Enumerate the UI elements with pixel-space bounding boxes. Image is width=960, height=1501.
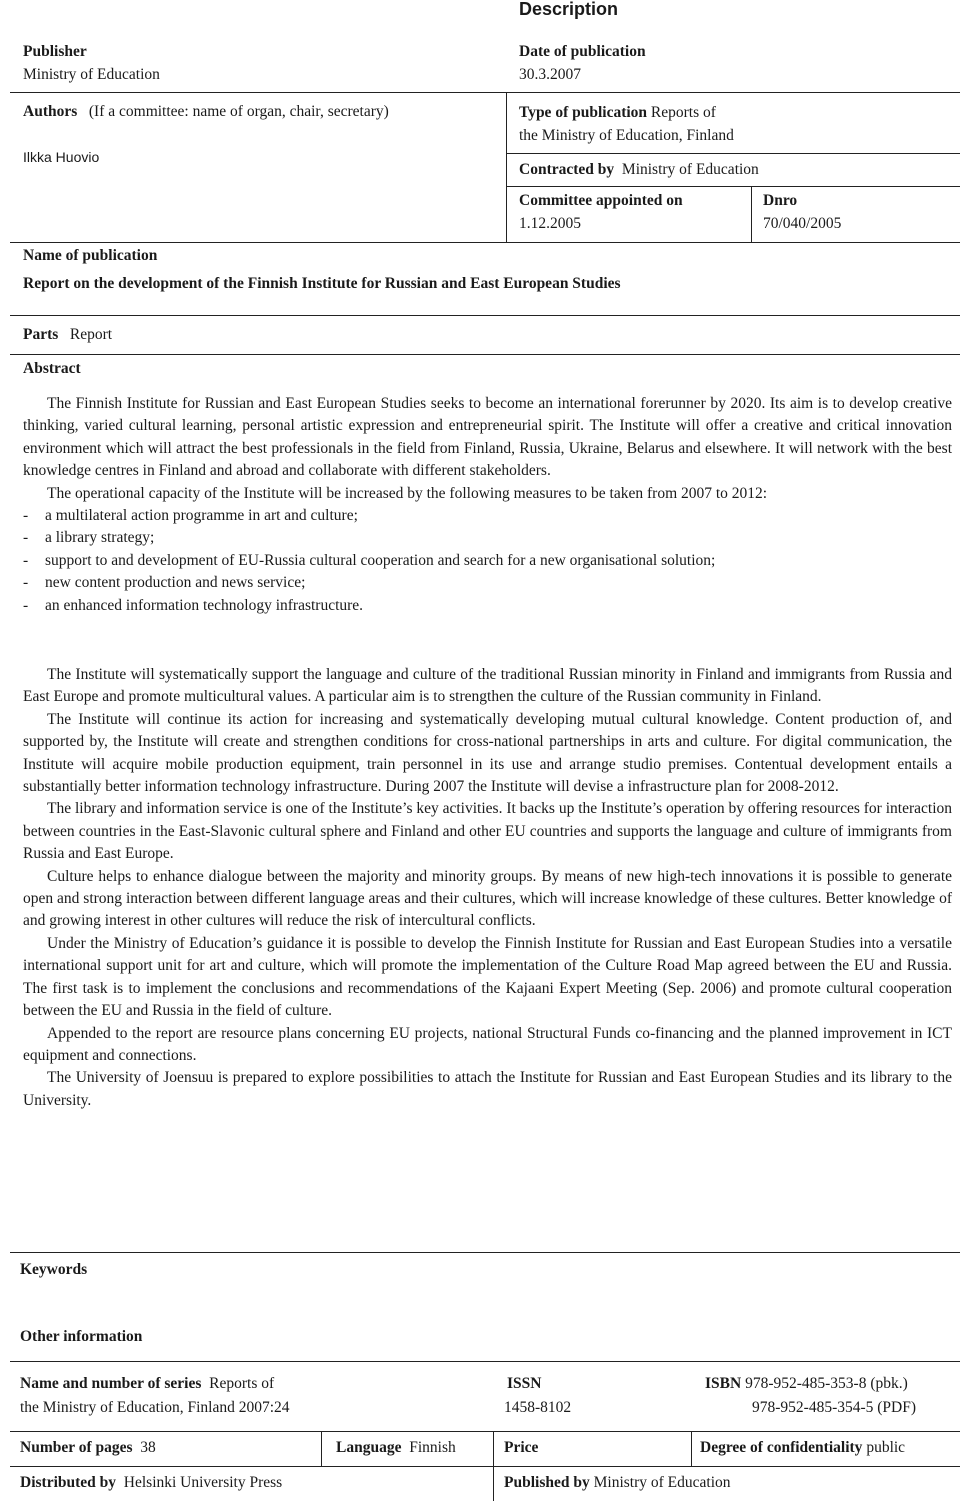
series-line1: Reports of: [209, 1375, 275, 1392]
abstract-paragraph: Under the Ministry of Education’s guidance it is possible to develop the Finnish Institute for Russian and East European Studies into a versatile international support unit for art and culture, which will promote the implementation of the Culture Road Map agreed between the EU and Russia. The first task is to implement the conclusions and recommendations of the Kajaani Expert Meeting (Sep. 2006) and promote cultural cooperation between the EU and Russia in the field of culture.: [23, 934, 952, 1020]
page-title: Description: [519, 0, 619, 19]
authors-label: Authors: [23, 103, 78, 120]
abstract-paragraph: The library and information service is one of the Institute’s key activities. It backs up the Institute’s operation by offering resources for interaction between countries in the East-Slavonic cultural sphere and Finland and other EU countries and supports the language and culture of immigrants from Russia and East Europe.: [23, 800, 952, 863]
number-of-pages: [20, 1439, 156, 1457]
authors-note: (If a committee: name of organ, chair, secretary): [88, 103, 389, 120]
divider: [10, 315, 960, 316]
divider: [321, 1431, 322, 1466]
language-value: Finnish: [409, 1439, 456, 1456]
divider: [691, 1431, 692, 1466]
pages-value: 38: [140, 1439, 156, 1456]
published-label: Published by: [504, 1474, 590, 1491]
abstract-paragraph: The operational capacity of the Institute will be increased by the following measures to be taken from 2007 to 2012:: [47, 484, 768, 502]
divider: [10, 242, 960, 243]
series-label: Name and number of series: [20, 1375, 202, 1392]
dnro-value: 70/040/2005: [763, 215, 842, 232]
committee-label: Committee appointed on: [519, 192, 683, 209]
divider: [751, 186, 752, 242]
date-label: Date of publication: [519, 43, 646, 60]
type-of-publication: [519, 104, 716, 122]
language: [336, 1439, 456, 1457]
published-by: [504, 1474, 731, 1492]
abstract-body-continued: [23, 664, 952, 1112]
issn-value: 1458-8102: [504, 1399, 572, 1416]
contracted-by: [519, 161, 759, 179]
issn-label: ISSN: [507, 1375, 542, 1392]
divider: [10, 92, 960, 93]
type-label: Type of publication: [519, 104, 648, 121]
distributed-label: Distributed by: [20, 1474, 117, 1491]
dnro-label: Dnro: [763, 192, 798, 209]
parts: [23, 326, 112, 344]
isbn-label: ISBN: [705, 1375, 742, 1392]
publication-name-label: Name of publication: [23, 247, 158, 264]
keywords-label: Keywords: [20, 1261, 88, 1278]
abstract-paragraph: The University of Joensuu is prepared to explore possibilities to attach the Institute for Russian and East European Studies and its library to the University.: [23, 1069, 952, 1109]
contracted-value: Ministry of Education: [621, 161, 759, 178]
published-value: Ministry of Education: [593, 1474, 731, 1491]
parts-value: Report: [69, 326, 113, 343]
divider: [10, 1431, 960, 1432]
list-item: - support to and development of EU-Russia cultural cooperation and search for a new organisational solution;: [23, 551, 716, 569]
publisher-label: Publisher: [23, 43, 87, 60]
divider: [506, 92, 507, 242]
publisher-value: Ministry of Education: [23, 66, 160, 83]
divider: [10, 1361, 960, 1362]
committee-value: 1.12.2005: [519, 215, 581, 232]
abstract-label: Abstract: [23, 360, 81, 377]
price-label: Price: [504, 1439, 539, 1456]
series: [20, 1375, 274, 1393]
parts-label: Parts: [23, 326, 59, 343]
list-item: - a library strategy;: [23, 529, 155, 547]
type-line2: the Ministry of Education, Finland: [519, 127, 734, 144]
distributed-value: Helsinki University Press: [123, 1474, 283, 1491]
type-line1: Reports of: [650, 104, 716, 121]
measures-list: [23, 505, 952, 617]
contracted-label: Contracted by: [519, 161, 615, 178]
divider: [506, 153, 960, 154]
divider: [10, 1466, 960, 1467]
publication-name-value: Report on the development of the Finnish Institute for Russian and East European Studies: [23, 275, 621, 292]
divider: [10, 1252, 960, 1253]
confidentiality-label: Degree of confidentiality: [700, 1439, 863, 1456]
other-information-label: Other information: [20, 1328, 143, 1345]
abstract-paragraph: Culture helps to enhance dialogue between the majority and minority groups. By means of new high-tech innovations it is possible to generate open and strong interaction between different language areas and their cultures, which will increase knowledge of these cultures. Better knowledge of and growing interest in other cultures will reduce the risk of intercultural conflicts.: [23, 867, 952, 930]
date-value: 30.3.2007: [519, 66, 581, 83]
abstract-paragraph: The Institute will systematically support the language and culture of the traditional Russian minority in Finland and immigrants from Russia and East Europe and promote multicultural values. A particular aim is to strengthen the culture of the Russian community in Finland.: [23, 666, 952, 706]
isbn-value-1: 978-952-485-353-8 (pbk.): [745, 1375, 908, 1392]
pages-label: Number of pages: [20, 1439, 133, 1456]
isbn: [705, 1375, 908, 1393]
divider: [10, 354, 960, 355]
abstract-paragraph: The Finnish Institute for Russian and East European Studies seeks to become an international forerunner by 2020. Its aim is to develop creative thinking, varied cultural learning, personal artistic expression and entrepreneurial spirit. The Institute will offer a creative and critical innovation environment which will attract the best professionals in the field from Finland, Russia, Ukraine, Belarus and elsewhere. It will network with the best knowledge centres in Finland and abroad and collaborate with different stakeholders.: [23, 395, 952, 480]
authors-heading: [23, 103, 389, 121]
list-item: - an enhanced information technology infrastructure.: [23, 596, 364, 614]
abstract-paragraph: Appended to the report are resource plans concerning EU projects, national Structural Funds co-financing and the planned improvement in ICT equipment and connections.: [23, 1024, 952, 1064]
divider: [506, 186, 960, 187]
confidentiality: [700, 1439, 905, 1457]
distributed-by: [20, 1474, 282, 1492]
list-item: - a multilateral action programme in art and culture;: [23, 507, 358, 525]
abstract-paragraph: The Institute will continue its action for increasing and systematically developing mutual cultural knowledge. Content production of, and supported by, the Institute will create and strengthen conditions for cross-national partnerships in arts and culture. For digital communication, the Institute will acquire mobile production equipment, train personnel in its use and arrange studio premises. Contentual development entails a substantially better information technology infrastructure. During 2007 the Institute will devise a infrastructure plan for 2008-2012.: [23, 710, 952, 796]
confidentiality-value: public: [866, 1439, 906, 1456]
series-line2: the Ministry of Education, Finland 2007:24: [20, 1399, 290, 1416]
abstract-body: [23, 393, 952, 617]
language-label: Language: [336, 1439, 402, 1456]
authors-value: Ilkka Huovio: [23, 149, 100, 165]
isbn-value-2: 978-952-485-354-5 (PDF): [752, 1399, 917, 1416]
list-item: - new content production and news service;: [23, 574, 306, 592]
